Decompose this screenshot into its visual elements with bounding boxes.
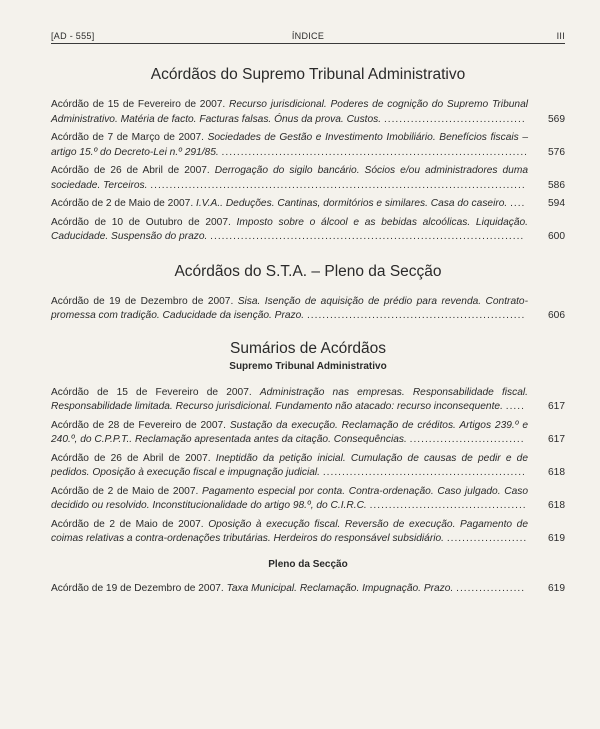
entry-summary: Sociedades de Gestão e Investimento Imobiliário. Benefícios fiscais – artigo 15.º do Decreto-Lei n.º 291/85. xyxy=(51,132,529,158)
entry-date: Acórdão de 26 de Abril de 2007. xyxy=(51,165,215,176)
header-rule xyxy=(51,43,565,44)
index-section xyxy=(51,559,565,597)
dot-leader: ................................................................................ xyxy=(221,146,528,158)
section-title: Acórdãos do Supremo Tribunal Administrativo xyxy=(150,66,466,83)
index-section xyxy=(51,263,565,324)
entry-date: Acórdão de 7 de Março de 2007. xyxy=(51,132,208,143)
index-entry[interactable] xyxy=(51,518,565,547)
dot-leader: .... xyxy=(510,198,526,209)
index-content xyxy=(51,66,565,596)
index-entry[interactable] xyxy=(51,485,565,514)
entry-date: Acórdão de 19 de Dezembro de 2007. xyxy=(51,582,227,594)
dot-leader: ......................................... xyxy=(369,500,527,511)
index-entry[interactable] xyxy=(51,216,565,245)
entry-date: Acórdão de 19 de Dezembro de 2007. xyxy=(51,295,238,307)
entry-summary: Ineptidão da petição inicial. Cumulação de causas de pedir e de pedidos. Oposição à execução fiscal e impugnação judicial. xyxy=(51,452,528,478)
entry-date: Acórdão de 2 de Maio de 2007. xyxy=(51,485,203,497)
entry-page-number: 594 xyxy=(548,198,565,209)
entry-summary: Administração nas empresas. Responsabilidade fiscal. Responsabilidade limitada. Recurso jurisdicional. Fundamento não atacado: recurso inconsequente. xyxy=(51,386,529,412)
index-entry[interactable] xyxy=(51,582,565,597)
section-title: Acórdãos do S.T.A. – Pleno da Secção xyxy=(174,262,442,280)
entry-date: Acórdão de 26 de Abril de 2007. xyxy=(51,452,216,464)
dot-leader: ..................................................... xyxy=(322,467,526,478)
index-entry[interactable] xyxy=(51,164,565,193)
entry-page-number: 618 xyxy=(548,467,565,478)
entry-page-number: 576 xyxy=(548,146,565,158)
section-subtitle: Pleno da Secção xyxy=(268,558,348,570)
entry-date: Acórdão de 10 de Outubro de 2007. xyxy=(51,216,237,228)
dot-leader: ..................................... xyxy=(383,113,526,125)
entry-page-number: 617 xyxy=(548,434,565,445)
entry-page-number: 569 xyxy=(548,113,565,125)
entry-page-number: 617 xyxy=(548,401,565,412)
section-subtitle: Supremo Tribunal Administrativo xyxy=(229,360,387,372)
entry-summary: Imposto sobre o álcool e as bebidas alcoólicas. Liquidação. Caducidade. Suspensão do prazo. xyxy=(51,216,529,242)
entry-summary: I.V.A.. Deduções. Cantinas, dormitórios e similares. Casa do caseiro. xyxy=(196,198,511,209)
header-page-number: III xyxy=(556,31,565,41)
section-title: Sumários de Acórdãos xyxy=(230,339,386,357)
index-entry[interactable] xyxy=(51,295,565,324)
header-reference: [AD - 555] xyxy=(51,31,95,41)
header-title: ÍNDICE xyxy=(291,31,325,41)
index-section xyxy=(51,340,565,547)
entry-summary: Oposição à execução fiscal. Reversão de execução. Pagamento de coimas relativas a contra-ordenações tributárias. Herdeiros do responsável subsidiário. xyxy=(51,518,528,544)
dot-leader: ..... xyxy=(505,401,525,412)
entry-date: Acórdão de 2 de Maio de 2007. xyxy=(51,518,209,530)
index-entry[interactable] xyxy=(51,419,565,448)
dot-leader: .................................................................................. xyxy=(210,231,525,242)
index-entry[interactable] xyxy=(51,131,565,160)
entry-page-number: 618 xyxy=(548,500,565,511)
entry-summary: Taxa Municipal. Reclamação. Impugnação. Prazo. xyxy=(226,582,457,594)
index-entry[interactable] xyxy=(51,386,565,415)
index-entry[interactable] xyxy=(51,452,565,481)
dot-leader: .................................................................................................. xyxy=(150,179,526,191)
entry-summary: Sustação da execução. Reclamação de créditos. Artigos 239.º e 240.º, do C.P.P.T.. Reclamação apresentada antes da citação. Consequências. xyxy=(51,419,529,445)
entry-summary: Sisa. Isenção de aquisição de prédio para revenda. Contrato-promessa com tradição. Caducidade da isenção. Prazo. xyxy=(51,295,528,321)
entry-summary: Derrogação do sigilo bancário. Sócios e/ou administradores duma sociedade. Terceiros. xyxy=(51,165,528,191)
entry-date: Acórdão de 15 de Fevereiro de 2007. xyxy=(51,99,230,110)
entry-page-number: 606 xyxy=(548,310,565,321)
entry-page-number: 600 xyxy=(548,231,565,242)
entry-date: Acórdão de 28 de Fevereiro de 2007. xyxy=(51,419,230,431)
entry-page-number: 619 xyxy=(548,582,565,594)
dot-leader: ..................... xyxy=(446,533,528,544)
dot-leader: .................. xyxy=(456,582,526,594)
index-section xyxy=(51,66,565,245)
dot-leader: .............................. xyxy=(409,434,525,445)
index-entry[interactable] xyxy=(51,197,565,212)
dot-leader: ......................................................... xyxy=(306,310,526,321)
entry-page-number: 619 xyxy=(548,533,565,544)
entry-page-number: 586 xyxy=(548,179,565,191)
entry-summary: Recurso jurisdicional. Poderes de cognição do Supremo Tribunal Administrativo. Matéria de facto. Facturas falsas. Ónus da prova. Custos. xyxy=(51,99,528,125)
index-entry[interactable] xyxy=(51,98,565,127)
entry-date: Acórdão de 15 de Fevereiro de 2007. xyxy=(51,386,260,398)
entry-summary: Pagamento especial por conta. Contra-ordenação. Caso julgado. Caso decidido ou resolvido. Inconstitucionalidade do artigo 98.º, do C.I.R.C. xyxy=(51,485,528,511)
entry-date: Acórdão de 2 de Maio de 2007. xyxy=(51,198,196,209)
